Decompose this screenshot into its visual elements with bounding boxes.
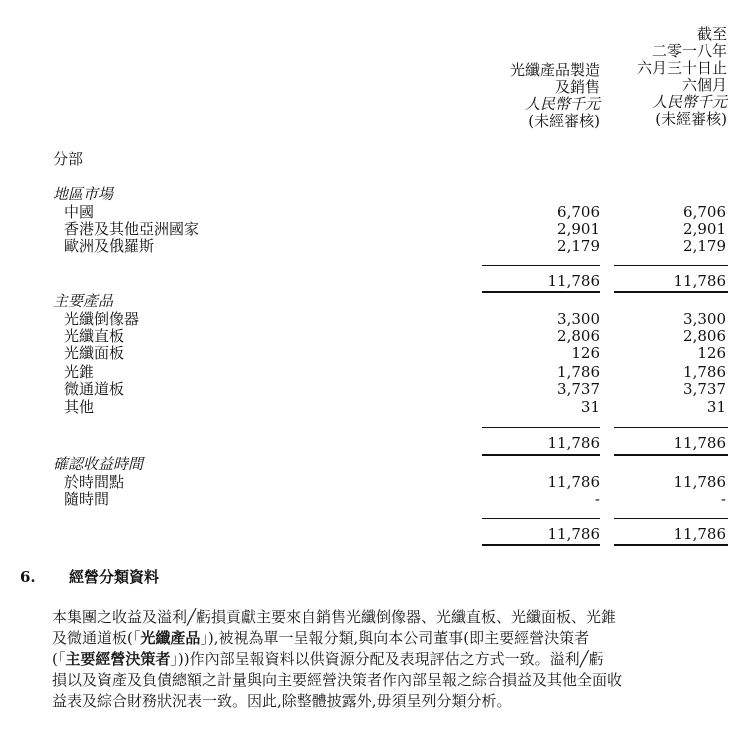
products-heading: 主要產品 xyxy=(53,292,114,310)
column-header-title-line1: 截至 xyxy=(696,25,727,43)
product-row-label: 光錐 xyxy=(64,363,95,381)
subtotal-rule xyxy=(614,427,728,428)
column-header-unit: 人民幣千元 xyxy=(524,95,600,113)
geo-row-label: 歐洲及俄羅斯 xyxy=(64,237,155,255)
paragraph-line: 本集團之收益及溢利╱虧損貢獻主要來自銷售光纖倒像器、光纖直板、光纖面板、光錐 xyxy=(52,608,617,626)
column-header-title-line2: 二零一八年 xyxy=(651,42,727,60)
section-number: 6. xyxy=(20,568,36,586)
products-total-col2: 11,786 xyxy=(673,434,726,452)
geo-row-value-col2: 6,706 xyxy=(683,203,726,221)
product-row-value-col2: 2,806 xyxy=(683,327,726,345)
paragraph-line xyxy=(52,649,732,670)
column-header-audit: (未經審核) xyxy=(655,110,727,128)
product-row-label: 微通道板 xyxy=(64,380,125,398)
geo-row-value-col1: 2,901 xyxy=(557,220,600,238)
section-paragraph xyxy=(52,607,732,712)
product-row-value-col2: 126 xyxy=(697,344,726,362)
geo-row-value-col2: 2,901 xyxy=(683,220,726,238)
product-row-value-col1: 3,737 xyxy=(557,380,600,398)
timing-heading: 確認收益時間 xyxy=(53,455,144,473)
subtotal-rule xyxy=(614,265,728,266)
product-row-value-col2: 3,737 xyxy=(683,380,726,398)
paragraph-text: 」),被視為單一呈報分類,與向本公司董事(即主要經營決策者 xyxy=(200,629,590,647)
product-row-label: 光纖倒像器 xyxy=(64,310,140,328)
column-header-title-line2: 及銷售 xyxy=(554,78,600,96)
geo-row-label: 香港及其他亞洲國家 xyxy=(64,220,200,238)
total-double-rule xyxy=(614,544,728,546)
product-row-value-col1: 126 xyxy=(571,344,600,362)
total-double-rule xyxy=(482,291,600,293)
timing-total-col1: 11,786 xyxy=(547,525,600,543)
product-row-value-col1: 2,806 xyxy=(557,327,600,345)
product-row-value-col2: 31 xyxy=(706,398,726,416)
subtotal-rule xyxy=(482,265,600,266)
geo-heading: 地區市場 xyxy=(53,185,114,203)
timing-row-value-col2: 11,786 xyxy=(673,473,726,491)
timing-row-label: 隨時間 xyxy=(64,490,110,508)
column-header-title-line3: 六月三十日止 xyxy=(636,59,727,77)
subtotal-rule xyxy=(482,427,600,428)
product-row-label: 光纖直板 xyxy=(64,327,125,345)
product-row-value-col1: 1,786 xyxy=(557,363,600,381)
product-row-value-col1: 31 xyxy=(580,398,600,416)
subtotal-rule xyxy=(482,518,600,519)
products-total-col1: 11,786 xyxy=(547,434,600,452)
paragraph-line xyxy=(52,628,732,649)
geo-row-value-col1: 6,706 xyxy=(557,203,600,221)
paragraph-line: 益表及綜合財務狀況表一致。因此,除整體披露外,毋須呈列分類分析。 xyxy=(52,692,512,710)
total-double-rule xyxy=(614,454,728,456)
column-header-optical-fiber xyxy=(510,62,600,130)
paragraph-text: (「 xyxy=(52,650,66,668)
geo-total-col1: 11,786 xyxy=(547,272,600,290)
column-header-title-line1: 光纖產品製造 xyxy=(509,61,600,79)
paragraph-text: 」))作內部呈報資料以供資源分配及表現評估之方式一致。溢利╱虧 xyxy=(170,650,604,668)
defined-term: 光纖產品 xyxy=(140,629,201,647)
timing-row-value-col2: - xyxy=(720,490,726,508)
section-title: 經營分類資料 xyxy=(69,568,160,586)
column-header-audit: (未經審核) xyxy=(528,112,600,130)
product-row-label: 光纖面板 xyxy=(64,344,125,362)
geo-total-col2: 11,786 xyxy=(673,272,726,290)
product-row-value-col1: 3,300 xyxy=(557,310,600,328)
geo-row-value-col2: 2,179 xyxy=(683,237,726,255)
geo-row-label: 中國 xyxy=(64,203,95,221)
timing-row-value-col1: - xyxy=(594,490,600,508)
product-row-value-col2: 1,786 xyxy=(683,363,726,381)
segment-label: 分部 xyxy=(53,150,84,168)
geo-row-value-col1: 2,179 xyxy=(557,237,600,255)
total-double-rule xyxy=(614,291,728,293)
timing-row-value-col1: 11,786 xyxy=(547,473,600,491)
total-double-rule xyxy=(482,544,600,546)
total-double-rule xyxy=(482,454,600,456)
timing-row-label: 於時間點 xyxy=(64,473,125,491)
product-row-label: 其他 xyxy=(64,398,95,416)
product-row-value-col2: 3,300 xyxy=(683,310,726,328)
timing-total-col2: 11,786 xyxy=(673,525,726,543)
paragraph-text: 及微通道板(「 xyxy=(52,629,141,647)
column-header-period xyxy=(637,26,727,128)
defined-term: 主要經營決策者 xyxy=(65,650,171,668)
column-header-unit: 人民幣千元 xyxy=(651,93,727,111)
paragraph-line: 損以及資產及負債總額之計量與向主要經營決策者作內部呈報之綜合損益及其他全面收 xyxy=(52,671,623,689)
subtotal-rule xyxy=(614,518,728,519)
column-header-title-line4: 六個月 xyxy=(681,76,727,94)
